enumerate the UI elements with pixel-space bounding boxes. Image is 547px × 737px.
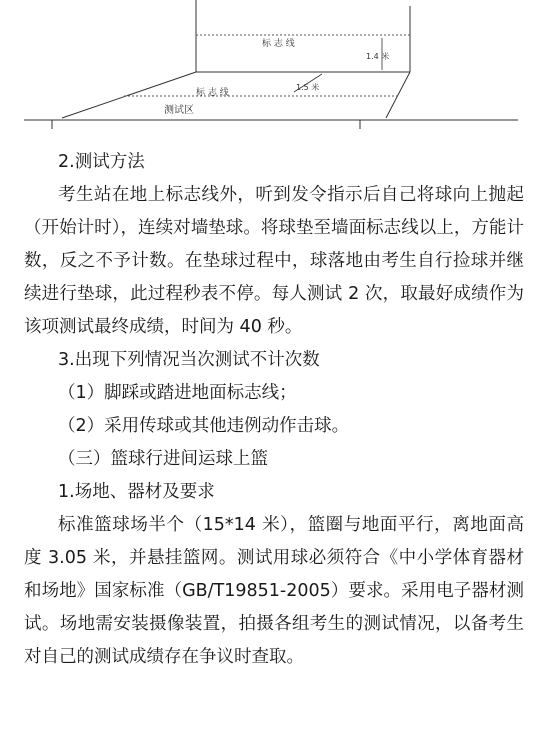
test-zone-label: 测试区: [164, 105, 194, 116]
height-label: 1.4 米: [366, 52, 390, 61]
court-wall-diagram: [0, 0, 547, 130]
heading-invalid-cases: 3.出现下列情况当次测试不计次数: [58, 350, 320, 370]
wall-mark-label: 标 志 线: [262, 39, 295, 49]
test-method-body: 考生站在地上标志线外，听到发令指示后自己将球向上抛起（开始计时），连续对墙垫球。将球垫至墙面标志线以上，方能计数，反之不予计数。在垫球过程中，球落地由考生自行捡球并继续进行垫球，此过程秒表不停。每人测试 2 次，取最好成绩作为该项测试最终成绩，时间为 40 秒。: [24, 185, 524, 337]
heading-test-method: 2.测试方法: [58, 152, 145, 172]
invalid-item-2: （2）采用传球或其他违例动作击球。: [58, 416, 350, 436]
heading-venue-equipment: 1.场地、器材及要求: [58, 482, 215, 502]
venue-equipment-body: 标准篮球场半个（15*14 米），篮圈与地面平行，离地面高度 3.05 米，并悬挂篮网。测试用球必须符合《中小学体育器材和场地》国家标准（GB/T19851-2005）要求。采用电子器材测试。场地需安装摄像装置，拍摄各组考生的测试情况，以备考生对自己的测试成绩存在争议时查取。: [24, 515, 524, 667]
distance-label: 1.5 米: [296, 83, 320, 92]
heading-basketball: （三）篮球行进间运球上篮: [58, 449, 268, 469]
floor-mark-label: 标 志 线: [196, 88, 229, 98]
invalid-item-1: （1）脚踩或踏进地面标志线；: [58, 383, 297, 403]
floor-right-edge: [386, 72, 410, 118]
